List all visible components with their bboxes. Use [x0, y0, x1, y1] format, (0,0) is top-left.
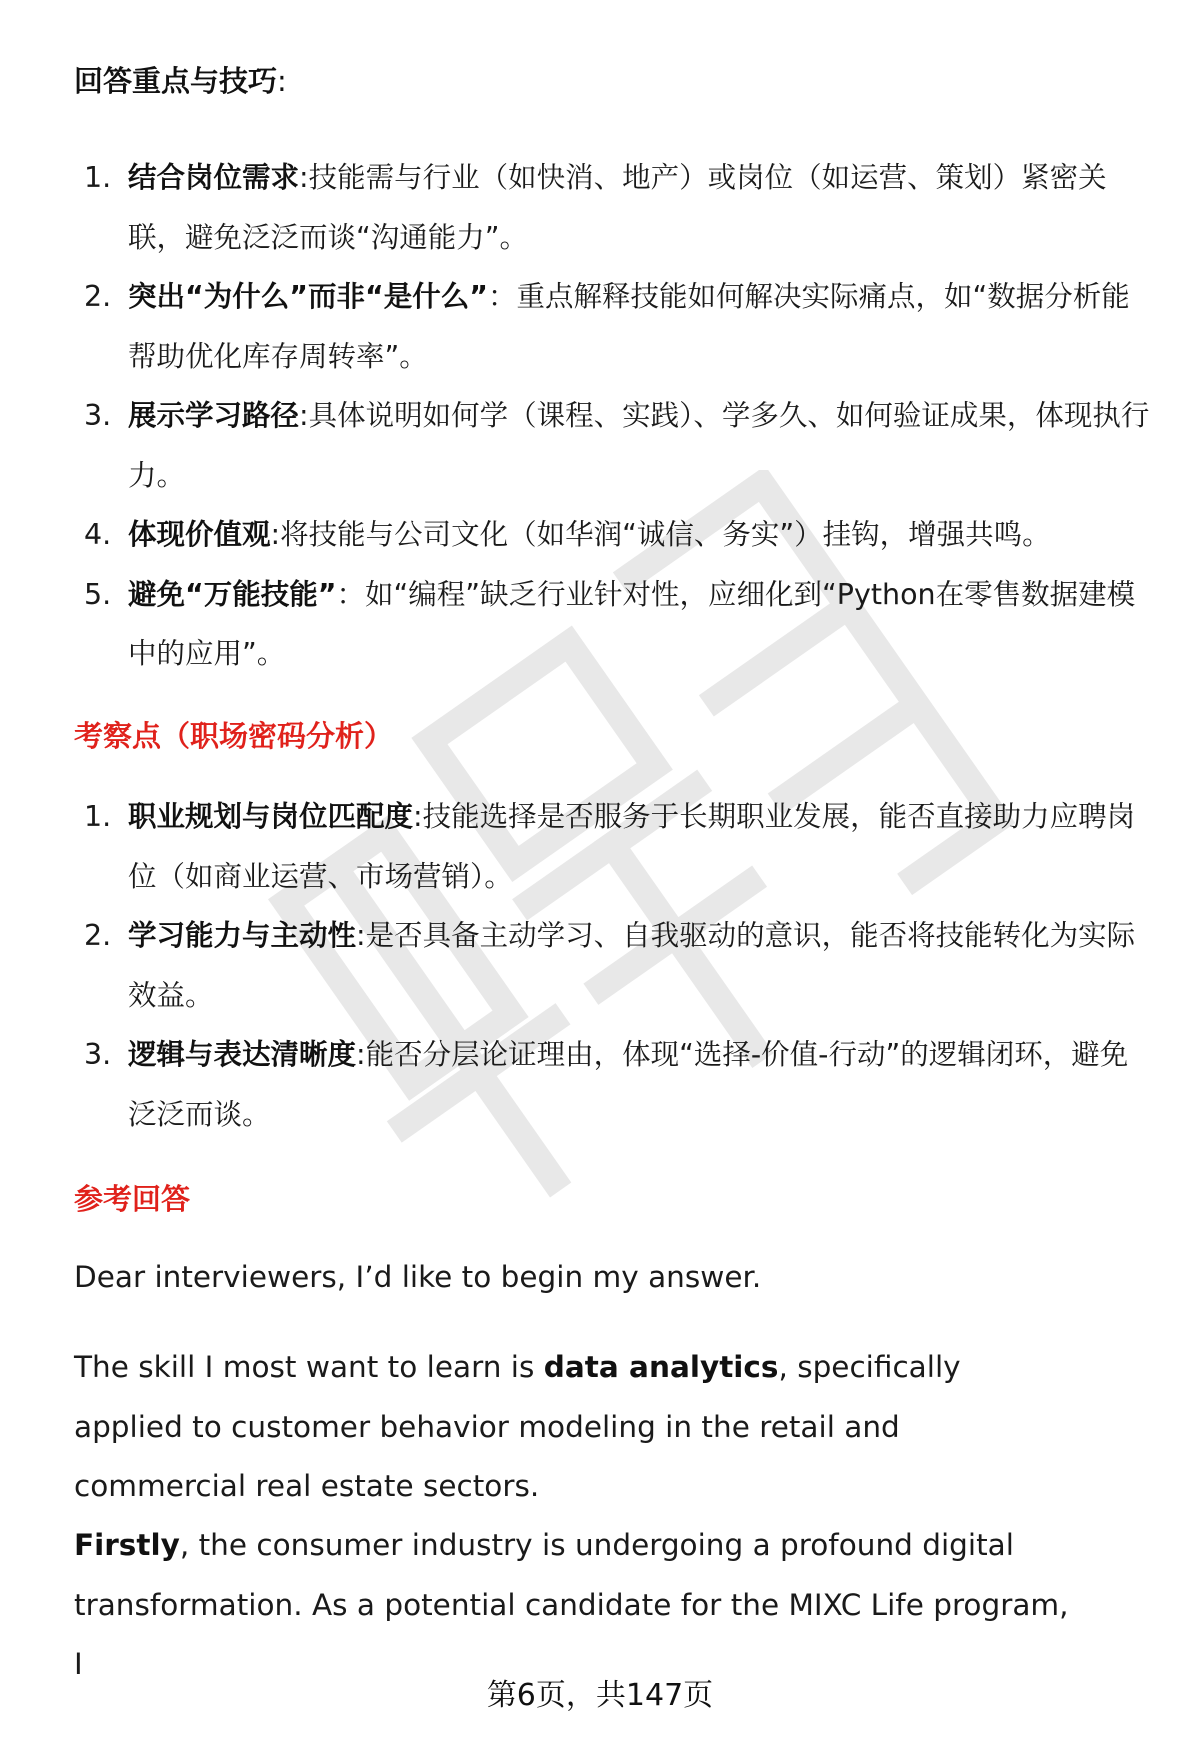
item-term: 展示学习路径: [128, 399, 300, 432]
assessment-list: [74, 787, 1154, 1144]
item-number: 1.: [84, 161, 112, 194]
item-separator: :: [356, 1038, 366, 1071]
item-text: 技能需与行业（如快消、地产）或岗位（如运营、策划）紧密关联，避免泛泛而谈“沟通能力”。: [128, 161, 1107, 254]
answer-paragraph-firstly: [74, 1516, 1074, 1695]
item-text: 技能选择是否服务于长期职业发展，能否直接助力应聘岗位（如商业运营、市场营销）。: [128, 800, 1136, 893]
item-text: 如“编程”缺乏行业针对性，应细化到“Python在零售数据建模中的应用”。: [128, 577, 1136, 670]
item-term: 避免“万能技能”: [128, 577, 337, 611]
section-heading-tips: [74, 61, 287, 101]
text-span: The skill I most want to learn is: [74, 1350, 544, 1384]
bold-term: Firstly: [74, 1528, 180, 1562]
item-term: 结合岗位需求: [128, 161, 300, 194]
section-heading-reference-answer: 参考回答: [74, 1182, 191, 1216]
item-number: 2.: [84, 919, 112, 952]
item-term: 学习能力与主动性: [128, 919, 357, 952]
item-number: 4.: [84, 518, 112, 551]
list-item: [74, 148, 1154, 267]
item-term: 逻辑与表达清晰度: [128, 1038, 357, 1071]
item-text: 具体说明如何学（课程、实践）、学多久、如何验证成果，体现执行力。: [128, 399, 1150, 492]
item-term: 职业规划与岗位匹配度: [128, 800, 414, 833]
item-number: 2.: [84, 280, 112, 313]
item-number: 3.: [84, 399, 112, 432]
answer-paragraph-skill: [74, 1338, 1074, 1517]
list-item: [74, 1025, 1154, 1144]
item-separator: :: [356, 919, 366, 952]
item-number: 3.: [84, 1038, 112, 1071]
tips-list: [74, 148, 1154, 684]
item-separator: :: [299, 399, 309, 432]
item-term: 突出“为什么”而非“是什么”: [128, 280, 488, 313]
answer-paragraph-intro: Dear interviewers, I’d like to begin my answer.: [74, 1260, 762, 1294]
item-separator: :: [270, 518, 281, 551]
item-separator: :: [299, 161, 309, 194]
list-item: [74, 565, 1154, 684]
page-number: 第6页，共147页: [486, 1678, 714, 1713]
item-text: 是否具备主动学习、自我驱动的意识，能否将技能转化为实际效益。: [128, 919, 1136, 1012]
list-item: [74, 386, 1154, 505]
text-span: , the consumer industry is undergoing a profound digital transformation. As a potential candidate for the MIXC Life program, I: [74, 1528, 1069, 1681]
item-text: 将技能与公司文化（如华润“诚信、务实”）挂钩，增强共鸣。: [280, 518, 1051, 551]
item-separator: :: [413, 800, 423, 833]
list-item: [74, 787, 1154, 906]
list-item: [74, 267, 1154, 386]
item-term: 体现价值观: [128, 518, 271, 551]
list-item: [74, 505, 1154, 565]
heading-colon: :: [277, 64, 287, 98]
item-number: 5.: [84, 577, 112, 611]
item-text: 能否分层论证理由，体现“选择-价值-行动”的逻辑闭环，避免泛泛而谈。: [128, 1038, 1129, 1131]
item-separator: ：: [336, 577, 365, 611]
heading-text: 回答重点与技巧: [74, 64, 278, 98]
item-number: 1.: [84, 800, 112, 833]
item-text: 重点解释技能如何解决实际痛点，如“数据分析能帮助优化库存周转率”。: [128, 280, 1130, 373]
text-span: , specifically applied to customer behavior modeling in the retail and commercial real estate sectors.: [74, 1350, 961, 1503]
bold-term: data analytics: [543, 1350, 779, 1384]
section-heading-assessment: 考察点（职场密码分析）: [74, 719, 394, 753]
item-separator: ：: [487, 280, 517, 313]
list-item: [74, 906, 1154, 1025]
